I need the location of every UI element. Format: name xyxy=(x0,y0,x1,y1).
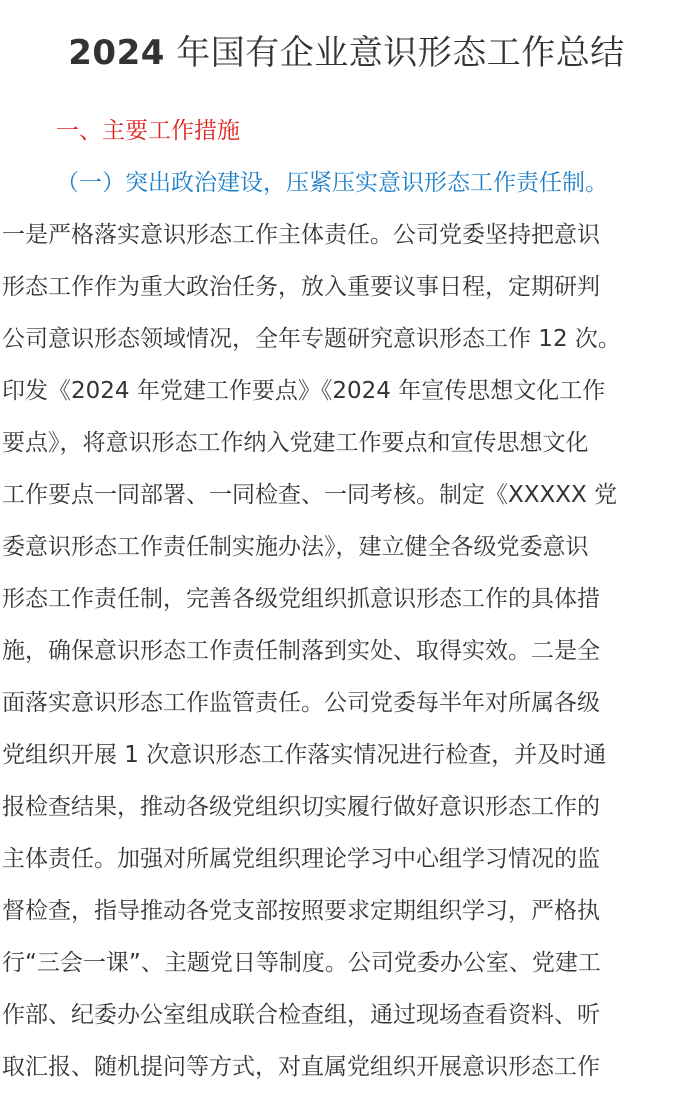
body-line: 行“三会一课”、主题党日等制度。公司党委办公室、党建工 xyxy=(2,950,601,976)
body-line: 取汇报、随机提问等方式，对直属党组织开展意识形态工作 xyxy=(2,1054,600,1080)
body-line: 施，确保意识形态工作责任制落到实处、取得实效。二是全 xyxy=(2,638,600,664)
body-line: 面落实意识形态工作监管责任。公司党委每半年对所属各级 xyxy=(2,690,600,716)
body-line: 公司意识形态领域情况，全年专题研究意识形态工作 12 次。 xyxy=(2,326,621,352)
section-heading: 一、主要工作措施 xyxy=(56,118,240,144)
body-line: 工作要点一同部署、一同检查、一同考核。制定《XXXXX 党 xyxy=(2,482,618,508)
body-line: 委意识形态工作责任制实施办法》，建立健全各级党委意识 xyxy=(2,534,589,560)
body-line: 主体责任。加强对所属党组织理论学习中心组学习情况的监 xyxy=(2,846,600,872)
body-line: 督检查，指导推动各党支部按照要求定期组织学习，严格执 xyxy=(2,898,600,924)
body-line: 一是严格落实意识形态工作主体责任。公司党委坚持把意识 xyxy=(2,222,600,248)
body-line: 印发《2024 年党建工作要点》《2024 年宣传思想文化工作 xyxy=(2,378,606,404)
body-line: 形态工作责任制，完善各级党组织抓意识形态工作的具体措 xyxy=(2,586,600,612)
subsection-heading: （一）突出政治建设，压紧压实意识形态工作责任制。 xyxy=(56,170,608,196)
title-year: 2024 xyxy=(68,33,165,73)
body-line: 形态工作作为重大政治任务，放入重要议事日程，定期研判 xyxy=(2,274,600,300)
body-paragraph xyxy=(2,216,692,1100)
document-title xyxy=(0,30,693,76)
body-line: 作部、纪委办公室组成联合检查组，通过现场查看资料、听 xyxy=(2,1002,600,1028)
body-line: 党组织开展 1 次意识形态工作落实情况进行检查，并及时通 xyxy=(2,742,607,768)
body-line: 报检查结果，推动各级党组织切实履行做好意识形态工作的 xyxy=(2,794,600,820)
body-line: 要点》，将意识形态工作纳入党建工作要点和宣传思想文化 xyxy=(2,430,589,456)
title-text: 年国有企业意识形态工作总结 xyxy=(164,33,625,73)
